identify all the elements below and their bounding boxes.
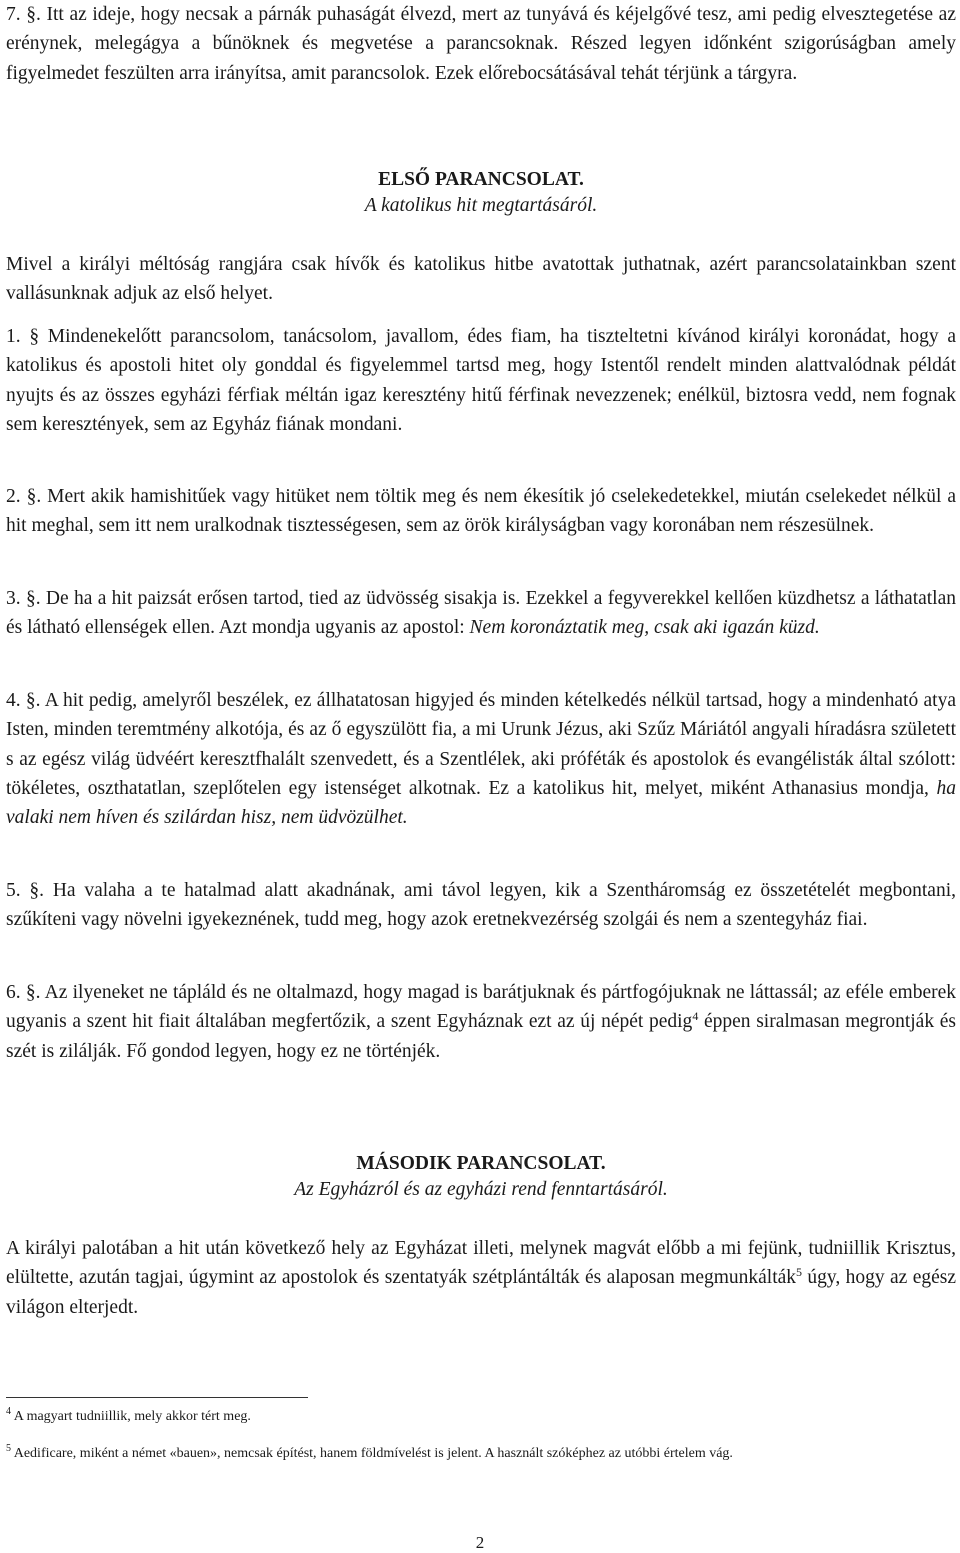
- footnote-marker: 5: [6, 1443, 11, 1454]
- paragraph-number: 6.: [6, 982, 21, 1003]
- section-intro-paragraph: [6, 250, 956, 309]
- section-symbol: §.: [25, 982, 41, 1003]
- paragraph-text: A hit pedig, amelyről beszélek, ez állhatatosan higyjed és minden kételkedés nélkül tartsad, hogy a mindenható atya Isten, minden teremtmény alkotója, és az ő egyszülött fia, a mi Urunk Jézus, aki Szűz Máriától angyali híradásra született s az egész világ üdvéért keresztfhalált szenvedett, és a Szentlélek, aki próféták és apostolok és evangélisták által szólott: tökéletes, oszthatatlan, szeplőtelen egy istenséget alkotnak. Ez a katolikus hit, melyet, miként Athanasius mondja,: [6, 690, 956, 799]
- paragraph-text: A királyi palotában a hit után következő hely az Egyházat illeti, melynek magvát előbb a mi fejünk, tudniillik Krisztus, elültette, azután tagjai, úgymint az apostolok és szentatyák szétplántálták és alaposan megmunkálták: [6, 1238, 956, 1289]
- paragraph-text: De ha a hit paizsát erősen tartod, tied az üdvösség sisakja is. Ezekkel a fegyverekkel kellően küzdhetsz a láthatatlan és látható ellenségek ellen. Azt mondja ugyanis az apostol:: [6, 588, 957, 639]
- paragraph-4: [6, 686, 956, 832]
- paragraph-text: Mert akik hamishitűek vagy hitüket nem töltik meg és nem ékesítik jó cselekedetekkel, miután cselekedet nélkül a hit meghal, sem itt nem uralkodnak tisztességesen, sem az örök királyságban vagy koronában nem részesülnek.: [6, 486, 956, 537]
- section-intro-paragraph: [6, 1234, 956, 1322]
- section-symbol: §.: [25, 690, 41, 711]
- paragraph-number: 5.: [6, 880, 21, 901]
- paragraph-1: [6, 322, 956, 439]
- paragraph-number: 2.: [6, 486, 21, 507]
- section-symbol: §.: [26, 486, 42, 507]
- paragraph-text: Itt az ideje, hogy necsak a párnák puhaságát élvezd, mert az tunyává és kéjelgővé tesz, ami pedig elvesztegetése az erénynek, melegágya a bűnöknek és megvetése a parancsoknak. Részed legyen időnként szigorúságban amely figyelmedet feszülten arra irányítsa, amit parancsolok. Ezek előrebocsátásával tehát térjünk a tárgyra.: [6, 4, 956, 84]
- paragraph-2: [6, 482, 956, 541]
- footnote-reference[interactable]: 5: [796, 1265, 803, 1280]
- section-title: ELSŐ PARANCSOLAT.: [378, 169, 584, 190]
- section-symbol: §.: [25, 588, 41, 609]
- section-title: MÁSODIK PARANCSOLAT.: [356, 1153, 606, 1174]
- paragraph-text: Mindenekelőtt parancsolom, tanácsolom, javallom, édes fiam, ha tiszteltetni kívánod királyi koronádat, hogy a katolikus és apostoli hitet oly gonddal és figyelemmel tartsd meg, hogy Istentől rendelt minden alattvalódnak példát nyujts és az összes egyházi férfiak méltán igaz keresztény hitű férfinak nevezzenek; enélkül, biztosra vedd, nem fognak sem keresztények, sem az Egyház fiának mondani.: [6, 326, 957, 435]
- quote-text: ha valaki nem híven és szilárdan hisz, nem üdvözülhet.: [6, 777, 956, 829]
- section-subtitle: A katolikus hit megtartásáról.: [364, 195, 598, 216]
- paragraph-6: [6, 978, 956, 1066]
- footnote-5: [6, 1443, 956, 1464]
- intro-paragraph: [6, 0, 956, 88]
- footnote-divider: [6, 1397, 308, 1398]
- section-heading-1: [6, 167, 956, 219]
- section-subtitle: Az Egyházról és az egyházi rend fenntartásáról.: [294, 1179, 668, 1200]
- footnote-4: [6, 1406, 956, 1427]
- paragraph-5: [6, 876, 956, 935]
- quote-text: Nem koronáztatik meg, csak aki igazán küzd.: [469, 617, 820, 639]
- section-symbol: §.: [29, 880, 45, 901]
- paragraph-number: 4.: [6, 690, 21, 711]
- paragraph-text: Ha valaha a te hatalmad alatt akadnának, ami távol legyen, kik a Szentháromság ez összetételét megbontani, szűkíteni vagy növelni igyekeznének, tudd meg, hogy azok eretnekvezérség szolgái és nem a szentegyház fiai.: [6, 880, 956, 931]
- paragraph-number: 7.: [6, 4, 21, 25]
- paragraph-text: Mivel a királyi méltóság rangjára csak hívők és katolikus hitbe avatottak juthatnak, azért parancsolatainkban szent vallásunknak adjuk az első helyet.: [6, 254, 956, 305]
- paragraph-3: [6, 584, 956, 643]
- paragraph-text-continued: éppen siralmasan megrontják és szét is zilálják. Fő gondod legyen, hogy ez ne történjék.: [6, 1011, 956, 1062]
- footnote-marker: 4: [6, 1406, 11, 1417]
- section-heading-2: [6, 1151, 956, 1203]
- footnote-reference[interactable]: 4: [692, 1009, 699, 1024]
- paragraph-number: 1.: [6, 326, 21, 347]
- section-symbol: §.: [26, 4, 41, 25]
- paragraph-number: 3.: [6, 588, 21, 609]
- section-symbol: §: [29, 326, 40, 347]
- paragraph-text: Az ilyeneket ne tápláld és ne oltalmazd, hogy magad is barátjuknak és pártfogójuknak ne láttassál; az eféle emberek ugyanis a szent hit fiait általában megfertőzik, a szent Egyháznak ezt az új népét pedig: [6, 982, 956, 1033]
- page-number: 2: [475, 1533, 485, 1552]
- footnote-text: A magyart tudniillik, mely akkor tért meg.: [13, 1409, 251, 1424]
- footnote-text: Aedificare, miként a német «bauen», nemcsak építést, hanem földmívelést is jelent. A használt szóképhez az utóbbi értelem vág.: [13, 1446, 733, 1461]
- paragraph-text-continued: úgy, hogy az egész világon elterjedt.: [6, 1267, 957, 1318]
